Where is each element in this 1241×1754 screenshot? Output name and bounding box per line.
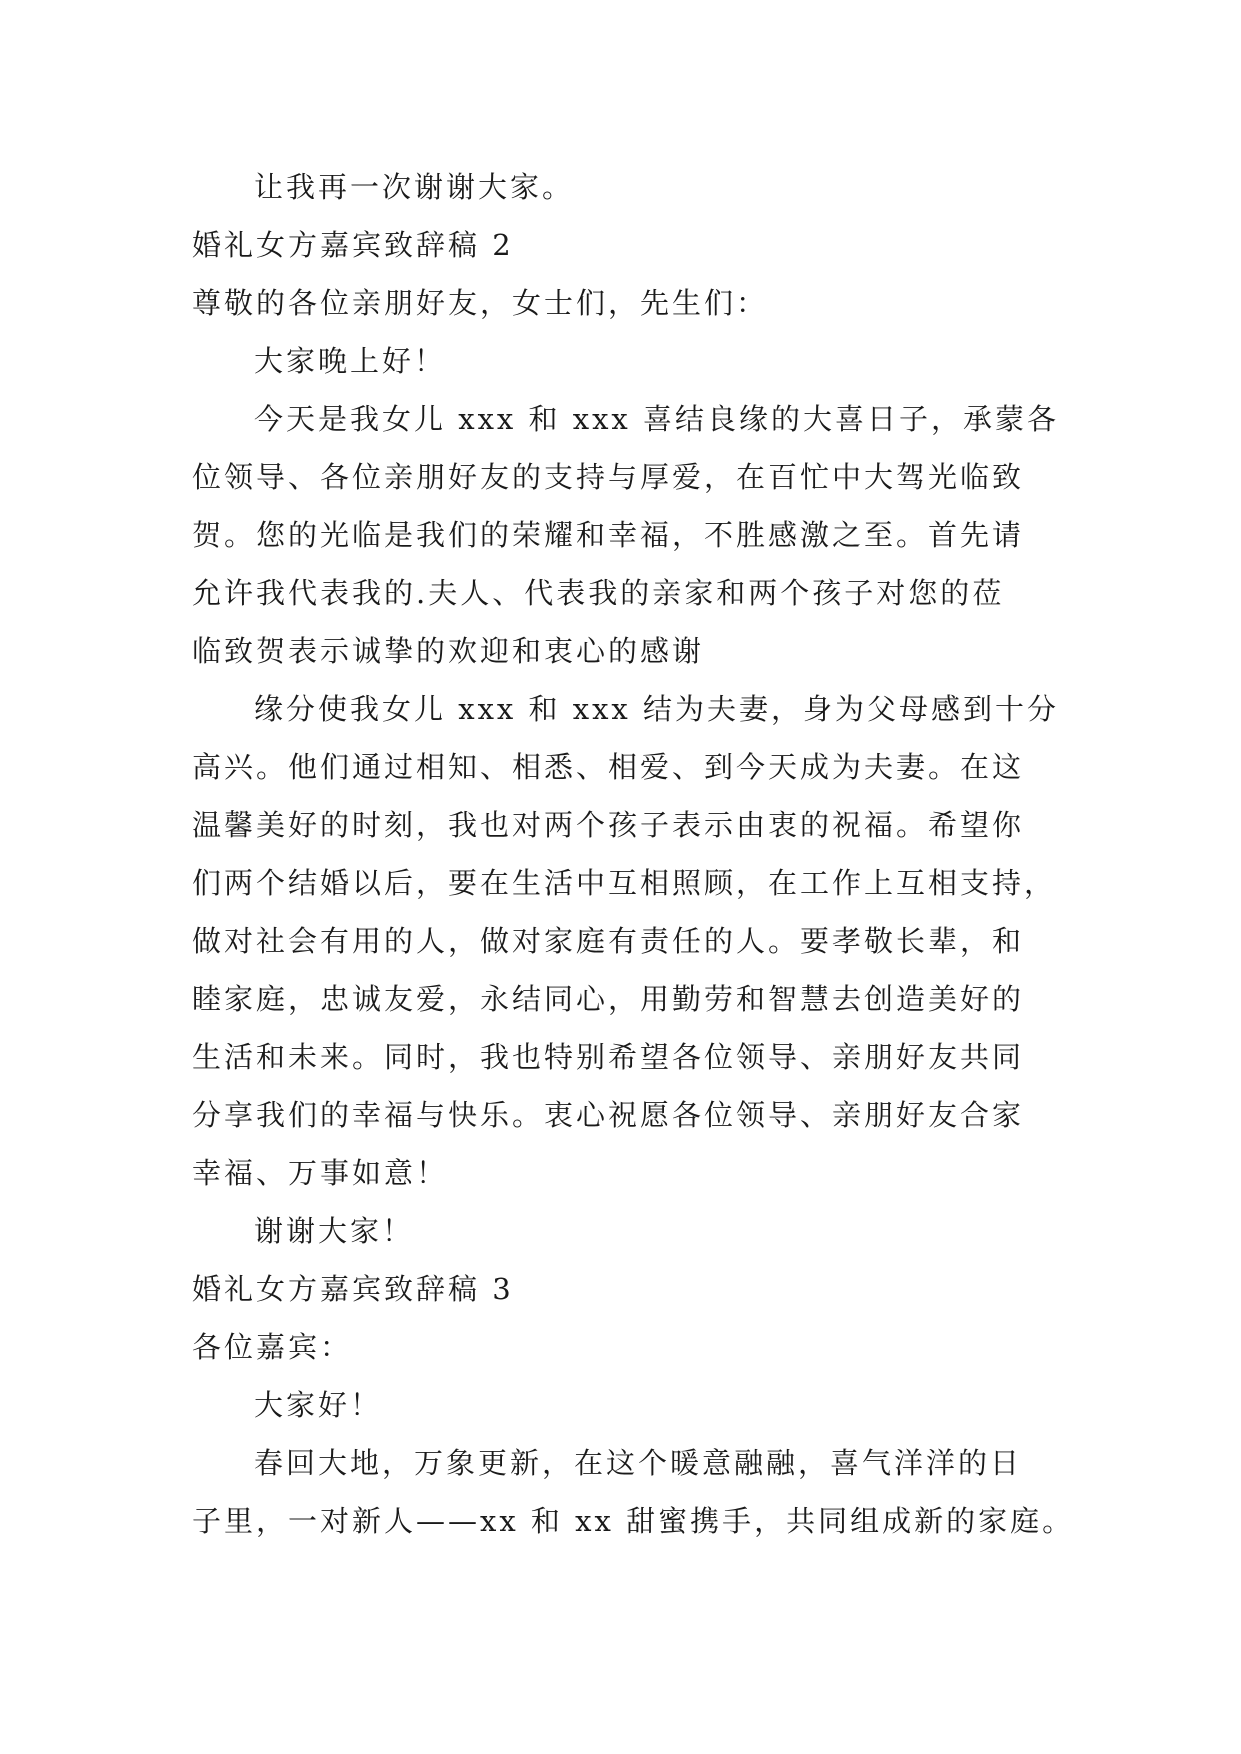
paragraph-line: 高兴。他们通过相知、相悉、相爱、到今天成为夫妻。在这 <box>192 750 1025 784</box>
paragraph-line: 春回大地，万象更新，在这个暖意融融，喜气洋洋的日 <box>254 1446 1023 1480</box>
paragraph-line: 做对社会有用的人，做对家庭有责任的人。要孝敬长辈，和 <box>192 924 1025 958</box>
paragraph-line: 分享我们的幸福与快乐。衷心祝愿各位领导、亲朋好友合家 <box>192 1098 1025 1132</box>
paragraph-line: 子里，一对新人——xx 和 xx 甜蜜携手，共同组成新的家庭。 <box>192 1504 1075 1538</box>
section-heading: 婚礼女方嘉宾致辞稿 2 <box>192 228 514 262</box>
paragraph-line: 临致贺表示诚挚的欢迎和衷心的感谢 <box>192 634 705 668</box>
paragraph-line: 睦家庭，忠诚友爱，永结同心，用勤劳和智慧去创造美好的 <box>192 982 1025 1016</box>
paragraph-line: 今天是我女儿 xxx 和 xxx 喜结良缘的大喜日子，承蒙各 <box>254 402 1060 436</box>
greeting: 大家晚上好！ <box>254 344 447 378</box>
paragraph-line: 让我再一次谢谢大家。 <box>254 170 575 204</box>
document-body <box>192 158 1075 1550</box>
paragraph-line: 温馨美好的时刻，我也对两个孩子表示由衷的祝福。希望你 <box>192 808 1025 842</box>
greeting: 大家好！ <box>254 1388 383 1422</box>
paragraph-line: 允许我代表我的.夫人、代表我的亲家和两个孩子对您的莅 <box>192 576 1005 610</box>
salutation: 各位嘉宾： <box>192 1330 353 1364</box>
paragraph-line: 生活和未来。同时，我也特别希望各位领导、亲朋好友共同 <box>192 1040 1025 1074</box>
paragraph-line: 缘分使我女儿 xxx 和 xxx 结为夫妻，身为父母感到十分 <box>254 692 1060 726</box>
paragraph-line: 位领导、各位亲朋好友的支持与厚爱，在百忙中大驾光临致 <box>192 460 1025 494</box>
closing-line: 谢谢大家！ <box>254 1214 415 1248</box>
section-heading: 婚礼女方嘉宾致辞稿 3 <box>192 1272 514 1306</box>
paragraph-line: 贺。您的光临是我们的荣耀和幸福，不胜感激之至。首先请 <box>192 518 1025 552</box>
paragraph-line: 们两个结婚以后，要在生活中互相照顾，在工作上互相支持， <box>192 866 1057 900</box>
paragraph-line: 幸福、万事如意！ <box>192 1156 449 1190</box>
salutation: 尊敬的各位亲朋好友，女士们，先生们： <box>192 286 769 320</box>
